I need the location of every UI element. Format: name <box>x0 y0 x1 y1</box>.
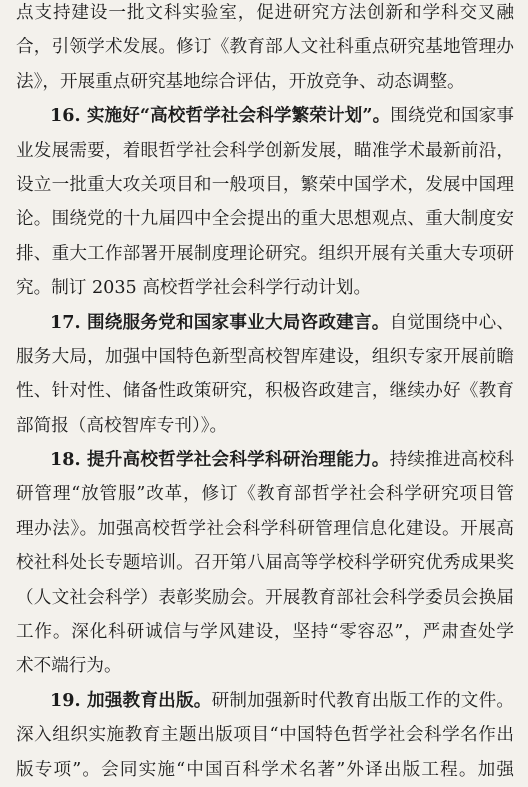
text-line <box>16 546 514 580</box>
text-line <box>16 306 514 340</box>
text-line <box>16 409 514 443</box>
text-line <box>16 168 514 202</box>
text-run: 自觉围绕中心、 <box>389 312 514 333</box>
text-line <box>16 237 514 271</box>
text-run: 深入组织实施教育主题出版项目“中国特色哲学社会科学名作出 <box>16 725 514 746</box>
paragraph-18 <box>16 443 514 684</box>
text-line <box>16 649 514 683</box>
text-line <box>16 684 514 718</box>
paragraph-19 <box>16 684 514 787</box>
text-run: 版专项”。会同实施“中国百科学术名著”外译出版工程。加强 <box>16 759 514 780</box>
text-run: 研管理“放管服”改革，修订《教育部哲学社会科学研究项目管 <box>16 484 514 505</box>
text-run: 工作。深化科研诚信与学风建设，坚持“零容忍”，严肃查处学 <box>16 622 514 643</box>
text-line <box>16 512 514 546</box>
text-line <box>16 581 514 615</box>
paragraph-continuation <box>16 0 514 99</box>
text-run: 设立一批重大攻关项目和一般项目，繁荣中国学术，发展中国理 <box>16 174 514 195</box>
text-run: 究。制订 2035 高校哲学社会科学行动计划。 <box>16 278 372 299</box>
section-heading-19: 19. 加强教育出版。 <box>50 689 212 711</box>
text-run: 性、针对性、储备性政策研究，积极咨政建言，继续办好《教育 <box>16 381 514 402</box>
paragraph-16 <box>16 99 514 305</box>
section-heading-18: 18. 提升高校哲学社会科学科研治理能力。 <box>50 449 390 471</box>
text-line <box>16 65 514 99</box>
text-line <box>16 202 514 236</box>
text-run: 点支持建设一批文科实验室，促进研究方法创新和学科交叉融 <box>16 3 514 23</box>
text-line <box>16 134 514 168</box>
text-run: 理办法》。加强高校哲学社会科学科研管理信息化建设。开展高 <box>16 518 514 539</box>
text-run: 业发展需要，着眼哲学社会科学创新发展，瞄准学术最新前沿， <box>16 140 514 161</box>
text-line <box>16 615 514 649</box>
text-line <box>16 718 514 752</box>
text-run: 围绕党和国家事 <box>390 106 514 127</box>
text-line <box>16 443 514 477</box>
text-line <box>16 374 514 408</box>
text-run: 术不端行为。 <box>16 656 122 677</box>
section-heading-17: 17. 围绕服务党和国家事业大局咨政建言。 <box>50 311 390 333</box>
text-run: 法》，开展重点研究基地综合评估，开放竞争、动态调整。 <box>16 71 465 92</box>
text-line <box>16 753 514 787</box>
text-run: 持续推进高校科 <box>389 450 514 471</box>
text-line <box>16 477 514 511</box>
text-line <box>16 30 514 64</box>
text-run: 论。围绕党的十九届四中全会提出的重大思想观点、重大制度安 <box>16 209 514 230</box>
text-run: 部简报（高校智库专刊）》。 <box>16 415 228 436</box>
text-run: 排、重大工作部署开展制度理论研究。组织开展有关重大专项研 <box>16 243 514 264</box>
paragraph-17 <box>16 306 514 444</box>
text-line <box>16 340 514 374</box>
text-run: （人文社会科学）表彰奖励会。开展教育部社会科学委员会换届 <box>16 587 514 608</box>
text-run: 服务大局，加强中国特色新型高校智库建设，组织专家开展前瞻 <box>16 346 514 367</box>
text-run: 校社科处长专题培训。召开第八届高等学校科学研究优秀成果奖 <box>16 553 514 574</box>
text-line <box>16 99 514 133</box>
text-line <box>16 0 514 30</box>
text-line <box>16 271 514 305</box>
section-heading-16: 16. 实施好“高校哲学社会科学繁荣计划”。 <box>50 105 391 127</box>
text-run: 研制加强新时代教育出版工作的文件。 <box>211 690 514 711</box>
text-run: 合，引领学术发展。修订《教育部人文社科重点研究基地管理办 <box>16 37 514 58</box>
